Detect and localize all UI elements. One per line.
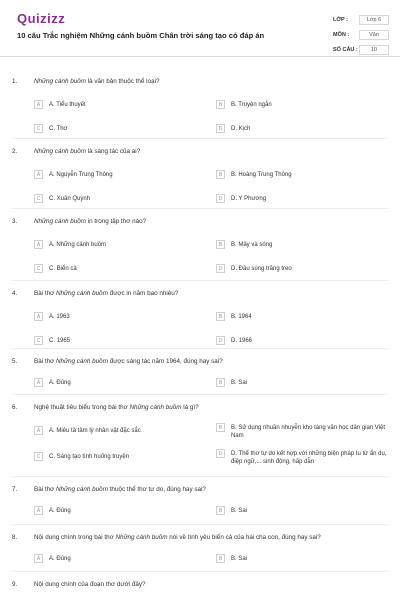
option-text: B. Sai bbox=[231, 556, 248, 562]
option-letter-box: A bbox=[34, 554, 43, 563]
option-letter-box: D bbox=[216, 264, 225, 273]
question-divider bbox=[12, 280, 388, 281]
meta-row-subject bbox=[333, 30, 393, 45]
option-letter-box: D bbox=[216, 449, 225, 458]
option-letter-box: B bbox=[216, 312, 225, 321]
option-text: B. Mây và sóng bbox=[231, 242, 273, 248]
option-text: B. Sai bbox=[231, 380, 248, 386]
question-text-title: Những cánh buồm bbox=[55, 358, 108, 365]
question-text bbox=[34, 358, 384, 365]
option-letter-box: A bbox=[34, 378, 43, 387]
meta-label-subject: MÔN : bbox=[333, 32, 350, 38]
option-letter-box: B bbox=[216, 100, 225, 109]
option-text: C. Xuân Quỳnh bbox=[49, 196, 91, 202]
question-text-suffix: được in năm bao nhiêu? bbox=[107, 290, 179, 297]
option-letter-box: A bbox=[34, 426, 43, 435]
option-text: B. Sử dụng nhuần nhuyễn kho tàng văn học dân gian Việt Nam bbox=[231, 425, 386, 439]
option-text: A. Đúng bbox=[49, 380, 71, 386]
option-letter-box: A bbox=[34, 312, 43, 321]
question-text-suffix: được sáng tác năm 1964, đúng hay sai? bbox=[107, 358, 223, 365]
option-text: B. Truyện ngắn bbox=[231, 102, 272, 108]
question-text-title: Những cánh buồm bbox=[34, 218, 86, 225]
question-text-title: Những cánh buồm bbox=[55, 486, 108, 493]
option-letter-box: A bbox=[34, 506, 43, 515]
question-text bbox=[34, 581, 384, 588]
meta-row-count bbox=[333, 45, 393, 60]
question-number: 7. bbox=[12, 486, 18, 493]
option-text: B. Sai bbox=[231, 508, 248, 514]
option-text: C. Sáng tạo tình huống truyện bbox=[49, 454, 130, 460]
question-number: 2. bbox=[12, 148, 18, 155]
question-text-title: Những cánh buồm bbox=[34, 78, 86, 85]
meta-label-class: LỚP : bbox=[333, 17, 348, 23]
question-number: 1. bbox=[12, 78, 18, 85]
question-number: 5. bbox=[12, 358, 18, 365]
question-text-title: Những cánh buồm bbox=[55, 290, 108, 297]
question-text-suffix: là văn bản thuộc thể loại? bbox=[85, 78, 160, 85]
meta-row-class bbox=[333, 15, 393, 30]
option-letter-box: D bbox=[216, 194, 225, 203]
option-text: A. Miêu tả tâm lý nhân vật đặc sắc bbox=[49, 428, 141, 434]
option-text: A. Tiểu thuyết bbox=[49, 102, 86, 108]
question-text-prefix: Nội dung chính của đoạn thơ dưới đây? bbox=[34, 581, 146, 588]
question-number: 8. bbox=[12, 534, 18, 541]
option-text: D. Kịch bbox=[231, 126, 251, 132]
option-letter-box: B bbox=[216, 554, 225, 563]
option-letter-box: B bbox=[216, 506, 225, 515]
question-number: 6. bbox=[12, 404, 18, 411]
question-text-suffix: là gì? bbox=[181, 404, 199, 411]
option-letter-box: A bbox=[34, 240, 43, 249]
option-letter-box: D bbox=[216, 336, 225, 345]
option-text: C. 1965 bbox=[49, 338, 71, 344]
option-letter-box: C bbox=[34, 336, 43, 345]
option-text: A. Nguyễn Trung Thông bbox=[49, 172, 113, 178]
question-divider bbox=[12, 476, 388, 477]
question-text-title: Những cánh buồm bbox=[129, 404, 182, 411]
question-divider bbox=[12, 138, 388, 139]
meta-value-count: 10 bbox=[359, 45, 389, 55]
option-text: A. Đúng bbox=[49, 508, 71, 514]
question-text-suffix: in trong tập thơ nào? bbox=[85, 218, 147, 225]
option-letter-box: B bbox=[216, 378, 225, 387]
question-text-title: Những cánh buồm bbox=[34, 148, 86, 155]
question-number: 4. bbox=[12, 290, 18, 297]
meta-box bbox=[333, 15, 393, 60]
question-text-suffix: nói về tình yêu biển cả của hai cha con, đúng hay sai? bbox=[167, 534, 321, 541]
question-divider bbox=[12, 208, 388, 209]
question-text bbox=[34, 290, 384, 297]
option-letter-box: C bbox=[34, 264, 43, 273]
question-text-title: Những cánh buồm bbox=[115, 534, 168, 541]
option-text: A. Đúng bbox=[49, 556, 71, 562]
question-number: 3. bbox=[12, 218, 18, 225]
option-letter-box: A bbox=[34, 170, 43, 179]
option-letter-box: B bbox=[216, 240, 225, 249]
question-text-prefix: Nghệ thuật tiêu biểu trong bài thơ bbox=[34, 404, 130, 411]
question-text bbox=[34, 534, 384, 541]
meta-value-class: Lớp 6 bbox=[359, 15, 389, 25]
question-divider bbox=[12, 348, 388, 349]
question-text bbox=[34, 148, 384, 155]
option-text: C. Biển cả bbox=[49, 266, 77, 272]
question-text bbox=[34, 78, 384, 85]
question-text-prefix: Bài thơ bbox=[34, 290, 56, 297]
option-text: D. Đầu súng trăng treo bbox=[231, 266, 292, 272]
option-text: C. Thơ bbox=[49, 126, 68, 132]
option-text: D. 1966 bbox=[231, 338, 253, 344]
brand-logo: Quizizz bbox=[17, 11, 66, 26]
question-text-prefix: Nội dung chính trong bài thơ bbox=[34, 534, 116, 541]
question-text-prefix: Bài thơ bbox=[34, 486, 56, 493]
option-letter-box: B bbox=[216, 170, 225, 179]
question-number: 9. bbox=[12, 581, 18, 588]
question-text bbox=[34, 218, 384, 225]
question-text bbox=[34, 404, 384, 411]
question-divider bbox=[12, 571, 388, 572]
option-letter-box: A bbox=[34, 100, 43, 109]
option-letter-box: B bbox=[216, 423, 225, 432]
worksheet-title: 10 câu Trắc nghiệm Những cánh buồm Chân trời sáng tạo có đáp án bbox=[17, 31, 265, 40]
option-text: B. Hoàng Trung Thông bbox=[231, 172, 292, 178]
option-text: B. 1964 bbox=[231, 314, 252, 320]
option-text: A. 1963 bbox=[49, 314, 70, 320]
option-letter-box: C bbox=[34, 194, 43, 203]
meta-label-count: SỐ CÂU : bbox=[333, 47, 358, 53]
worksheet-header bbox=[0, 0, 400, 57]
question-divider bbox=[12, 524, 388, 525]
option-letter-box: D bbox=[216, 124, 225, 133]
question-text bbox=[34, 486, 384, 493]
question-text-suffix: thuộc thể thơ tự do, đúng hay sai? bbox=[107, 486, 206, 493]
option-letter-box: C bbox=[34, 452, 43, 461]
question-text-suffix: là sáng tác của ai? bbox=[85, 148, 141, 155]
option-text: D. Thể thơ tự do kết hợp với những biện pháp tu từ ẩn dụ, điệp ngữ,... sinh động, hấp dẫn bbox=[231, 451, 387, 465]
option-letter-box: C bbox=[34, 124, 43, 133]
meta-value-subject: Văn bbox=[359, 30, 389, 40]
question-divider bbox=[12, 394, 388, 395]
option-text: D. Y Phương bbox=[231, 196, 267, 202]
question-text-prefix: Bài thơ bbox=[34, 358, 56, 365]
option-text: A. Những cánh buồm bbox=[49, 242, 107, 248]
